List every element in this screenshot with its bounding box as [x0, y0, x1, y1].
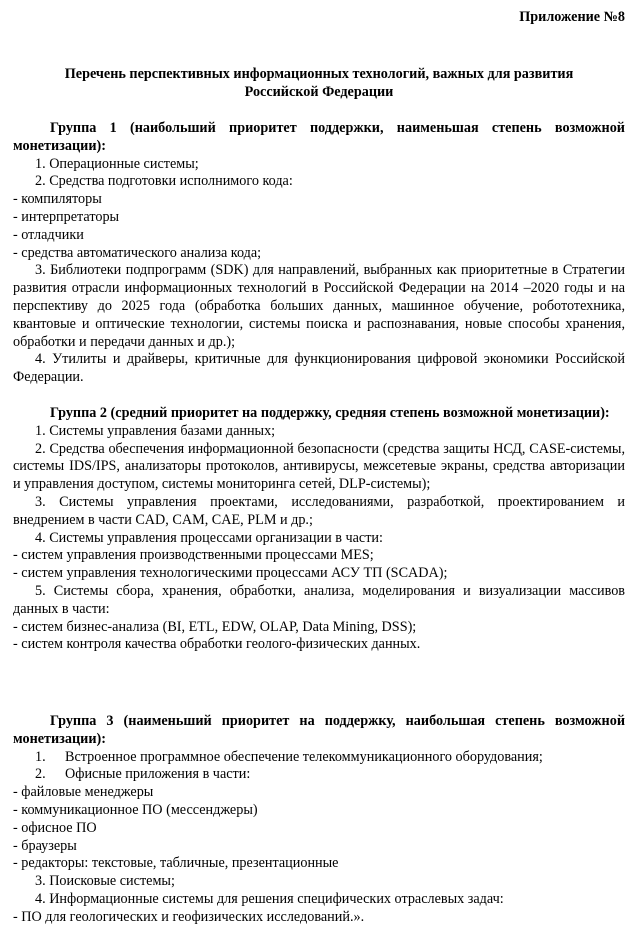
group-2-section	[13, 405, 625, 654]
group-3-section	[13, 713, 625, 927]
sub-list-item: - компиляторы	[13, 191, 102, 208]
list-item	[13, 766, 625, 784]
list-item: 3. Поисковые системы;	[35, 873, 175, 890]
title-line-1: Перечень перспективных информационных технологий, важных для развития	[64, 66, 574, 82]
list-item: 3. Библиотеки подпрограмм (SDK) для направлений, выбранных как приоритетные в Стратегии развития отрасли информационных технологий в Российской Федерации на 2014 –2020 годы и на перспективу до 2025 года (обработка больших данных, машинное обучение, робототехника, квантовые и оптические технологии, системы поиска и распознавания, новые способы хранения, обработки и передачи данных и др.);	[13, 262, 625, 350]
sub-list-item: - систем бизнес-анализа (BI, ETL, EDW, OLAP, Data Mining, DSS);	[13, 618, 417, 635]
sub-list-item: - браузеры	[13, 837, 77, 854]
sub-list-item: - файловые менеджеры	[13, 784, 154, 801]
list-item: 1. Операционные системы;	[35, 155, 199, 172]
group-2-heading: Группа 2 (средний приоритет на поддержку, средняя степень возможной монетизации):	[50, 405, 610, 421]
list-number: 1.	[35, 748, 46, 765]
group-1-section	[13, 120, 625, 387]
list-item: 1. Системы управления базами данных;	[35, 422, 276, 439]
sub-list-item: - интерпретаторы	[13, 208, 120, 225]
list-item: 4. Информационные системы для решения специфических отраслевых задач:	[35, 890, 504, 907]
list-item: 2. Средства подготовки исполнимого кода:	[35, 173, 293, 190]
sub-list-item: - систем управления технологическими процессами АСУ ТП (SCADA);	[13, 565, 448, 582]
list-item	[13, 749, 625, 767]
list-text: Офисные приложения в части:	[65, 766, 251, 783]
sub-list-item: - средства автоматического анализа кода;	[13, 244, 262, 261]
document-title	[13, 66, 625, 102]
sub-list-item: - систем управления производственными процессами MES;	[13, 547, 374, 564]
list-item: 2. Средства обеспечения информационной безопасности (средства защиты НСД, CASE-системы, системы IDS/IPS, анализаторы протоколов, антивирусы, межсетевые экраны, средства авторизации и управления доступом, системы мониторинга сетей, DLP-системы);	[13, 440, 625, 493]
list-item: 5. Системы сбора, хранения, обработки, анализа, моделирования и визуализации массивов данных в части:	[13, 582, 625, 617]
list-item: 3. Системы управления проектами, исследованиями, разработкой, проектированием и внедрением в части CAD, CAM, CAE, PLM и др.;	[13, 493, 625, 528]
list-text: Встроенное программное обеспечение телекоммуникационного оборудования;	[65, 748, 543, 765]
list-item: 4. Системы управления процессами организации в части:	[35, 529, 383, 546]
group-1-heading: Группа 1 (наибольший приоритет поддержки, наименьшая степень возможной монетизации):	[13, 120, 625, 154]
sub-list-item: - офисное ПО	[13, 819, 97, 836]
title-line-2: Российской Федерации	[244, 83, 394, 100]
list-item: 4. Утилиты и драйверы, критичные для функционирования цифровой экономики Российской Федерации.	[13, 351, 625, 386]
group-3-heading: Группа 3 (наименьший приоритет на поддержку, наибольшая степень возможной монетизации):	[13, 713, 625, 747]
sub-list-item: - отладчики	[13, 226, 84, 243]
sub-list-item: - коммуникационное ПО (мессенджеры)	[13, 801, 258, 818]
sub-list-item: - редакторы: текстовые, табличные, презентационные	[13, 855, 339, 872]
appendix-label: Приложение №8	[519, 9, 625, 25]
sub-list-item: - ПО для геологических и геофизических исследований.».	[13, 908, 365, 925]
list-number: 2.	[35, 766, 46, 783]
sub-list-item: - систем контроля качества обработки геолого-физических данных.	[13, 636, 421, 653]
